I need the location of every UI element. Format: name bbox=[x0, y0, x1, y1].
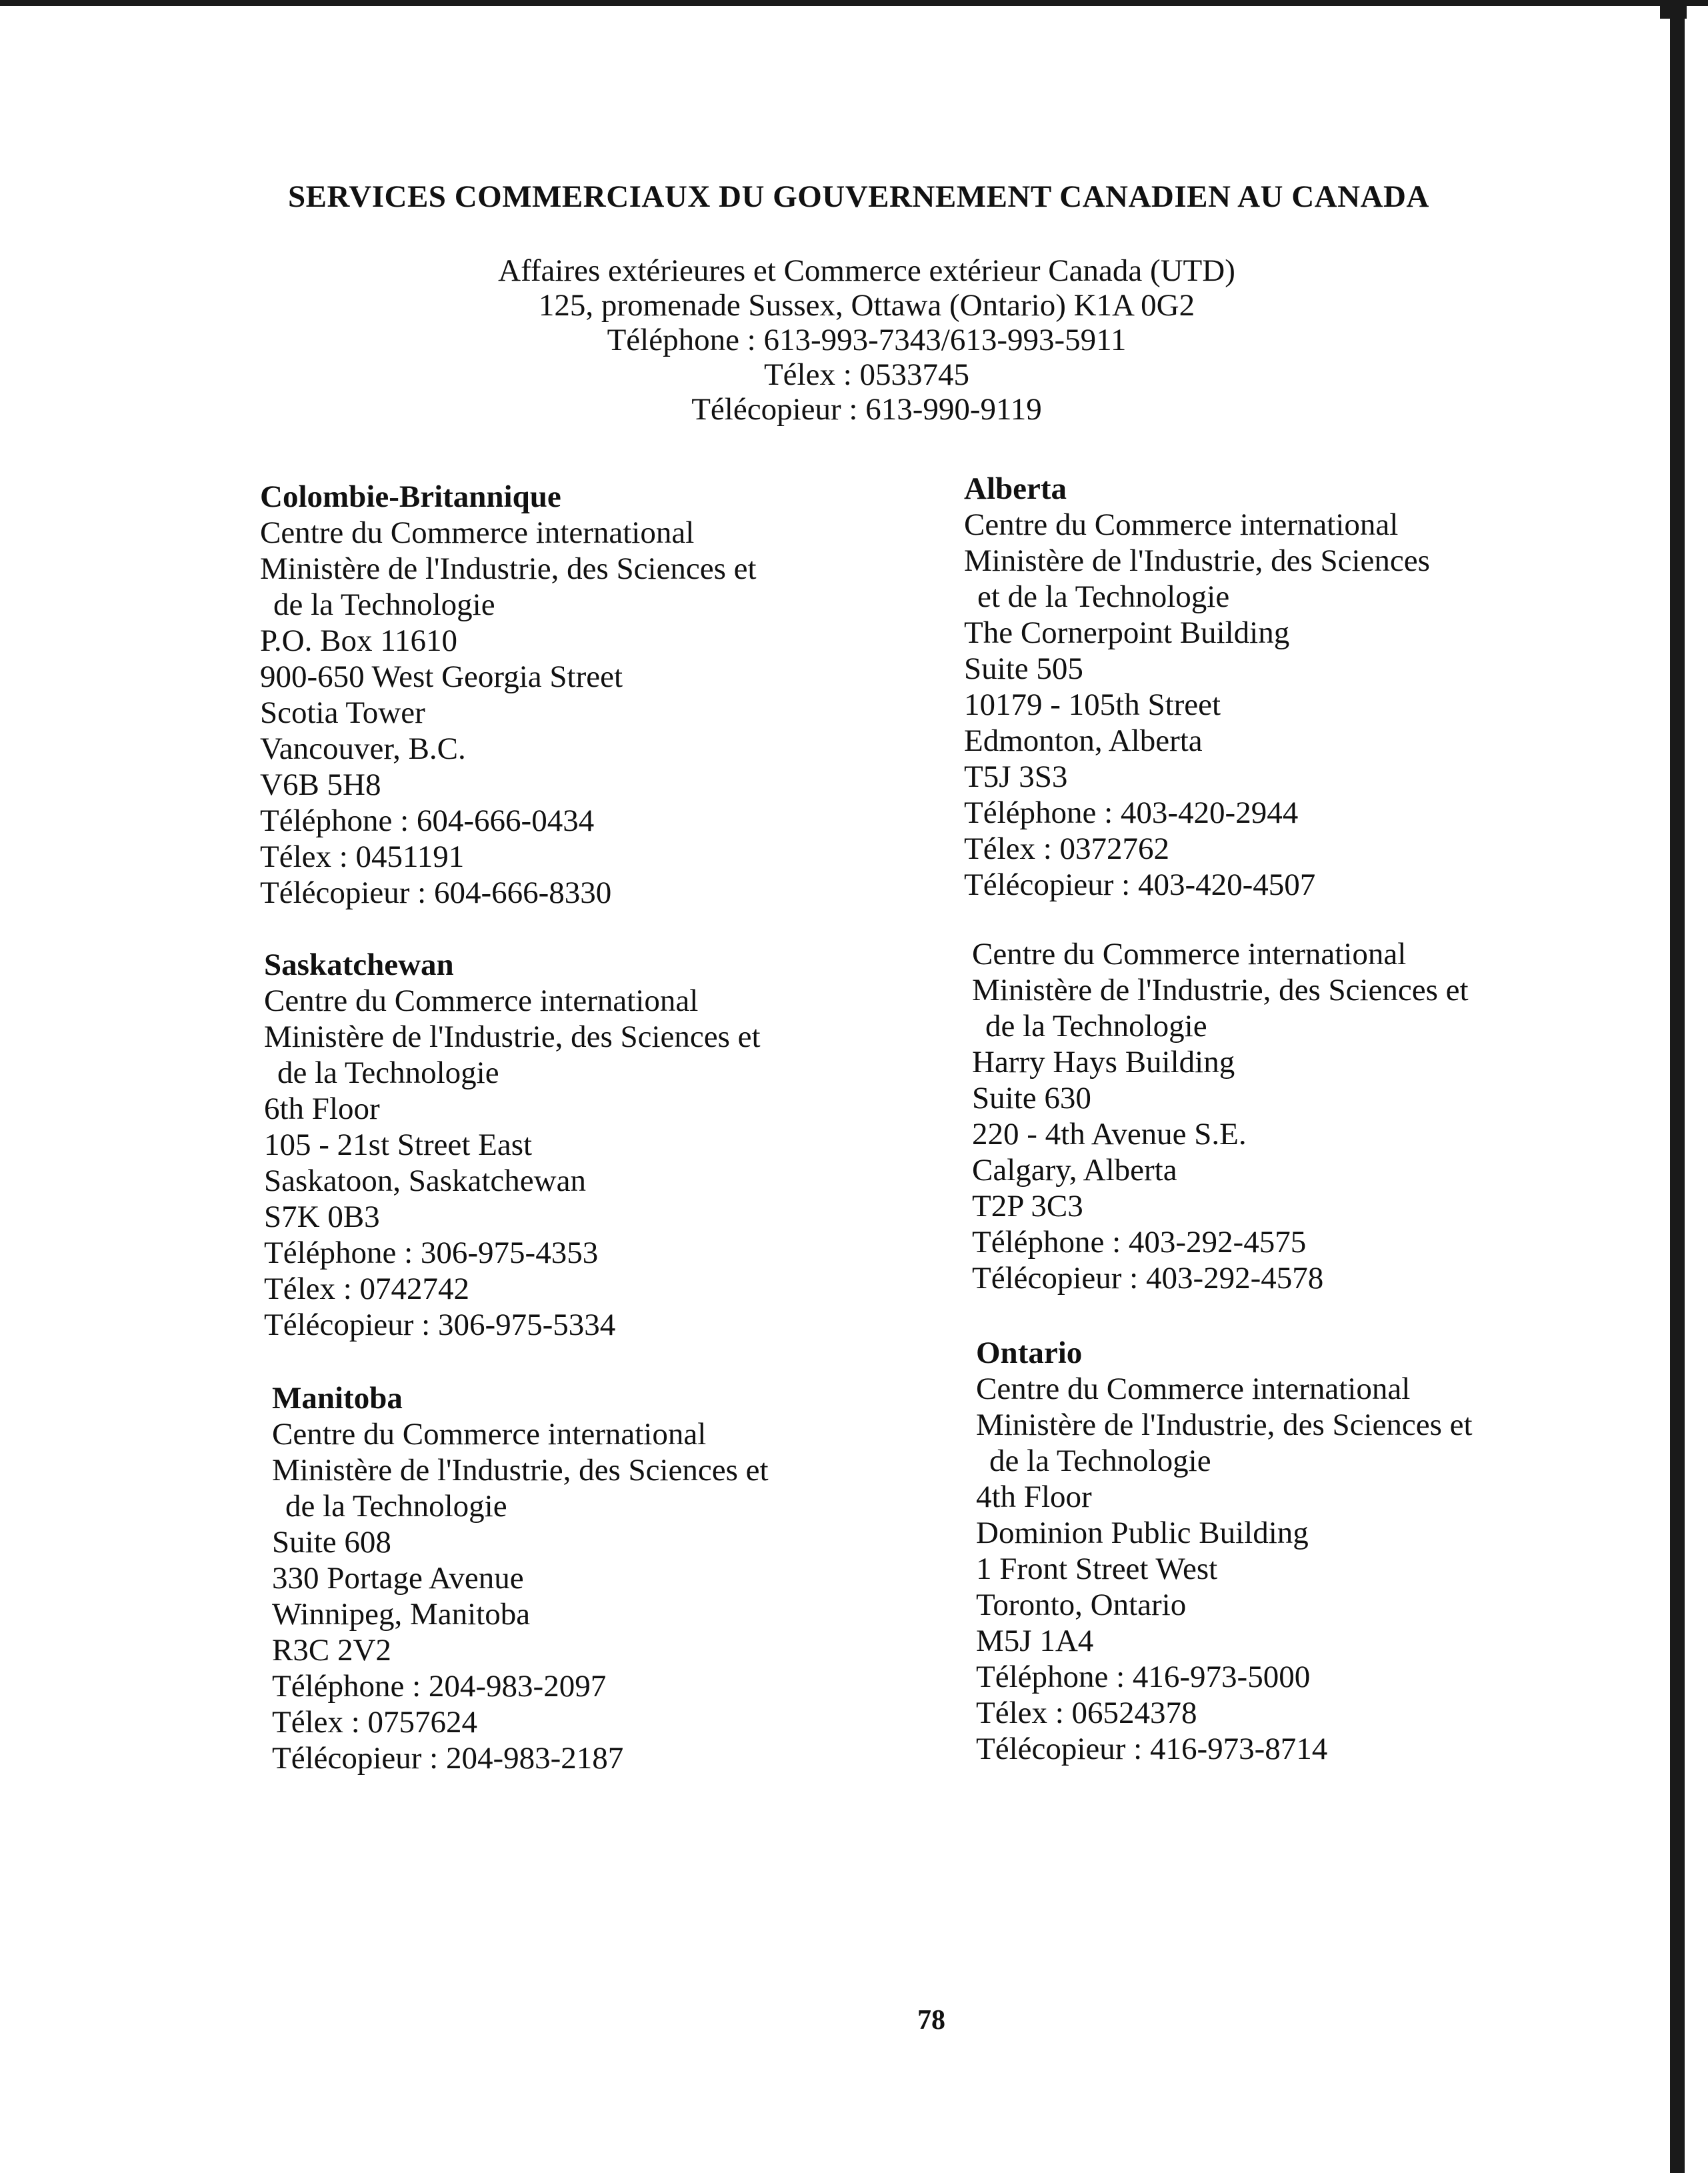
office-line: V6B 5H8 bbox=[260, 767, 381, 802]
hq-line: Télécopieur : 613-990-9119 bbox=[691, 392, 1042, 427]
office-line: Ministère de l'Industrie, des Sciences et bbox=[972, 973, 1469, 1007]
office-line: Centre du Commerce international bbox=[976, 1372, 1411, 1406]
office-line: Télex : 0742742 bbox=[264, 1272, 470, 1306]
office-line: de la Technologie bbox=[989, 1444, 1211, 1478]
office-alberta-calgary bbox=[972, 936, 1469, 1296]
office-line: Téléphone : 604-666-0434 bbox=[260, 803, 595, 838]
office-line: Dominion Public Building bbox=[976, 1516, 1309, 1550]
office-line: Suite 630 bbox=[972, 1081, 1091, 1116]
office-line: Télex : 0451191 bbox=[260, 839, 465, 874]
office-line: 6th Floor bbox=[264, 1092, 380, 1126]
headquarters-address bbox=[400, 253, 1333, 427]
office-heading: Alberta bbox=[964, 471, 1067, 506]
office-line: Téléphone : 306-975-4353 bbox=[264, 1236, 599, 1270]
office-line: 900-650 West Georgia Street bbox=[260, 659, 623, 694]
office-line: T2P 3C3 bbox=[972, 1189, 1083, 1224]
office-line: Suite 608 bbox=[272, 1525, 391, 1560]
office-heading: Ontario bbox=[976, 1336, 1083, 1370]
office-line: Télécopieur : 416-973-8714 bbox=[976, 1732, 1328, 1766]
office-line: R3C 2V2 bbox=[272, 1633, 391, 1668]
office-line: 4th Floor bbox=[976, 1480, 1092, 1514]
office-line: et de la Technologie bbox=[977, 579, 1230, 614]
office-line: Vancouver, B.C. bbox=[260, 731, 466, 766]
office-line: Ministère de l'Industrie, des Sciences et bbox=[264, 1019, 761, 1054]
office-line: 330 Portage Avenue bbox=[272, 1561, 524, 1596]
office-line: 1 Front Street West bbox=[976, 1552, 1218, 1586]
hq-line: 125, promenade Sussex, Ottawa (Ontario) K1A 0G2 bbox=[538, 288, 1195, 323]
office-line: Centre du Commerce international bbox=[260, 515, 695, 550]
scan-top-edge bbox=[0, 0, 1708, 6]
hq-line: Téléphone : 613-993-7343/613-993-5911 bbox=[607, 323, 1127, 357]
office-line: Saskatoon, Saskatchewan bbox=[264, 1164, 586, 1198]
office-saskatchewan bbox=[264, 947, 761, 1343]
page-title: SERVICES COMMERCIAUX DU GOUVERNEMENT CANADIEN AU CANADA bbox=[288, 179, 1429, 214]
office-line: T5J 3S3 bbox=[964, 759, 1068, 794]
office-line: Centre du Commerce international bbox=[972, 937, 1407, 971]
office-line: Téléphone : 403-292-4575 bbox=[972, 1225, 1307, 1260]
office-line: Télécopieur : 604-666-8330 bbox=[260, 875, 612, 910]
hq-line: Télex : 0533745 bbox=[763, 357, 970, 392]
office-heading: Saskatchewan bbox=[264, 947, 454, 982]
office-alberta-edmonton bbox=[964, 471, 1430, 903]
office-line: 10179 - 105th Street bbox=[964, 687, 1221, 722]
office-line: Calgary, Alberta bbox=[972, 1153, 1177, 1188]
office-line: Toronto, Ontario bbox=[976, 1588, 1187, 1622]
office-line: Télex : 06524378 bbox=[976, 1696, 1197, 1730]
office-line: 105 - 21st Street East bbox=[264, 1128, 533, 1162]
office-line: Ministère de l'Industrie, des Sciences et bbox=[976, 1408, 1473, 1442]
office-line: P.O. Box 11610 bbox=[260, 623, 457, 658]
office-line: Winnipeg, Manitoba bbox=[272, 1597, 531, 1632]
office-line: S7K 0B3 bbox=[264, 1200, 380, 1234]
office-line: Télécopieur : 204-983-2187 bbox=[272, 1741, 624, 1776]
office-heading: Manitoba bbox=[272, 1381, 403, 1416]
office-line: de la Technologie bbox=[273, 587, 495, 622]
office-line: Télécopieur : 306-975-5334 bbox=[264, 1308, 616, 1342]
office-colombie-britannique bbox=[260, 479, 757, 911]
office-line: Edmonton, Alberta bbox=[964, 723, 1203, 758]
page-number: 78 bbox=[917, 2005, 945, 2036]
office-line: Téléphone : 204-983-2097 bbox=[272, 1669, 607, 1704]
office-line: Téléphone : 403-420-2944 bbox=[964, 795, 1299, 830]
office-line: Suite 505 bbox=[964, 651, 1083, 686]
office-line: The Cornerpoint Building bbox=[964, 615, 1290, 650]
office-line: 220 - 4th Avenue S.E. bbox=[972, 1117, 1247, 1152]
office-line: Centre du Commerce international bbox=[272, 1417, 707, 1452]
scan-right-edge bbox=[1670, 0, 1685, 2173]
office-line: Télex : 0372762 bbox=[964, 831, 1170, 866]
office-line: Ministère de l'Industrie, des Sciences et bbox=[260, 551, 757, 586]
office-line: Téléphone : 416-973-5000 bbox=[976, 1660, 1311, 1694]
office-ontario bbox=[976, 1335, 1473, 1767]
office-line: Télécopieur : 403-292-4578 bbox=[972, 1261, 1324, 1296]
office-line: de la Technologie bbox=[285, 1489, 507, 1524]
office-line: Harry Hays Building bbox=[972, 1045, 1235, 1079]
office-line: Ministère de l'Industrie, des Sciences et bbox=[272, 1453, 769, 1488]
office-line: Scotia Tower bbox=[260, 695, 425, 730]
office-line: Télécopieur : 403-420-4507 bbox=[964, 867, 1316, 902]
office-line: Ministère de l'Industrie, des Sciences bbox=[964, 543, 1430, 578]
office-manitoba bbox=[272, 1380, 769, 1776]
hq-line: Affaires extérieures et Commerce extérieur Canada (UTD) bbox=[498, 253, 1235, 288]
office-line: Centre du Commerce international bbox=[964, 507, 1399, 542]
office-line: de la Technologie bbox=[985, 1009, 1207, 1043]
office-line: M5J 1A4 bbox=[976, 1624, 1094, 1658]
office-heading: Colombie-Britannique bbox=[260, 479, 561, 514]
office-line: Centre du Commerce international bbox=[264, 983, 699, 1018]
office-line: Télex : 0757624 bbox=[272, 1705, 478, 1740]
office-line: de la Technologie bbox=[277, 1055, 499, 1090]
